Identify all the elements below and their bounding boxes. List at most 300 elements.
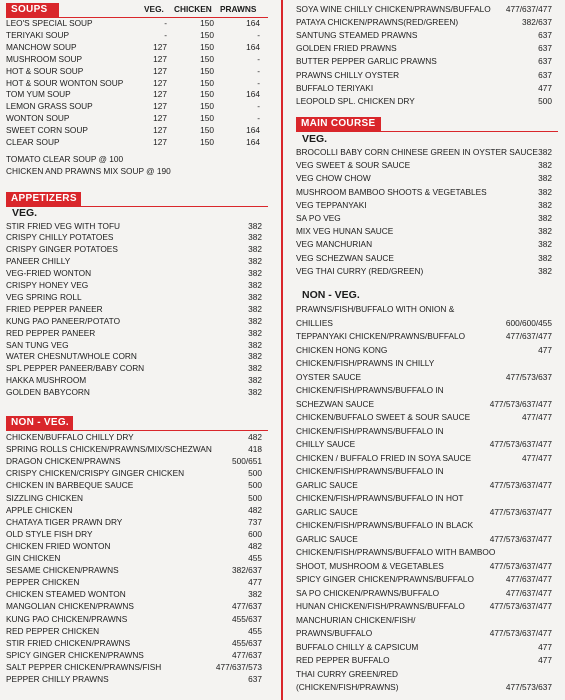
menu-item [296,682,558,693]
item-name: CHICKEN STEAMED WONTON [6,589,126,600]
item-name: BUTTER PEPPER GARLIC PRAWNS [296,56,437,67]
menu-item [296,547,558,558]
item-price: 382 [538,265,552,276]
item-price: 418 [248,444,262,455]
item-price: 477/573/637/477 [489,628,552,638]
item-name: SALT PEPPER CHICKEN/PRAWNS/FISH [6,661,162,672]
item-name: SOYA WINE CHILLY CHICKEN/PRAWNS/BUFFALO [296,4,491,14]
item-name: VEG SPRING ROLL [6,291,82,302]
item-name: VEG-FRIED WONTON [6,268,92,279]
item-price: 500 [538,95,552,106]
menu-item [296,385,558,396]
menu-item [6,565,266,576]
menu-item [6,89,266,100]
item-price: 382 [248,315,262,326]
item-name: CHICKEN IN BARBEQUE SAUCE [6,480,134,491]
menu-item [296,399,558,410]
item-name: MANCHOW SOUP [6,41,77,52]
item-name: STIR FRIED CHICKEN/PRAWNS [6,637,131,648]
item-name: MUSHROOM BAMBOO SHOOTS & VEGETABLES [296,186,487,197]
item-name: SIZZLING CHICKEN [6,492,83,503]
chicken-price: 150 [200,137,214,147]
item-name: GARLIC SAUCE [296,506,358,517]
item-name: PEPPER CHILLY PRAWNS [6,674,109,684]
item-name: SA PO CHICKEN/PRAWNS/BUFFALO [296,587,440,598]
menu-item [6,125,266,136]
menu-item [6,30,266,41]
item-name: CRISPY CHILLY POTATOES [6,232,114,243]
item-price: 477/573/637 [505,682,552,692]
item-name: RED PEPPER BUFFALO [296,655,390,665]
main-course-nonveg-title: NON - VEG. [302,289,360,301]
item-name: STIR FRIED VEG WITH TOFU [6,220,121,231]
item-name: VEG MANCHURIAN [296,239,373,250]
menu-item [296,253,558,264]
menu-item [6,166,266,177]
menu-item [296,345,558,356]
menu-item [296,453,558,464]
chicken-price: 150 [200,18,214,28]
item-price: 477/477 [522,452,552,463]
chicken-price: 150 [200,77,214,88]
item-price: 477/573/637/477 [489,506,552,517]
item-name: CHICKEN/FISH/PRAWNS/BUFFALO IN [296,425,444,436]
menu-item [296,318,558,329]
menu-item [6,387,266,398]
menu-item [296,574,558,585]
item-price: 477 [538,655,552,665]
soups-heading: SOUPS [6,3,59,17]
veg-price: 127 [153,41,167,52]
nonveg-rule [6,430,268,431]
item-name: THAI CURRY GREEN/RED [296,668,399,679]
menu-item [6,553,266,564]
item-name: MIX VEG HUNAN SAUCE [296,226,394,237]
item-name: GOLDEN BABYCORN [6,387,90,398]
prawns-price: 164 [246,89,260,100]
item-price: 482 [248,432,262,442]
item-price: 382/637 [522,17,552,28]
veg-price: 127 [153,137,167,147]
item-price: 382 [248,339,262,350]
menu-item [296,642,558,653]
menu-item [6,101,266,112]
item-price: 382 [248,375,262,386]
menu-item [296,615,558,626]
item-price: 382 [248,220,262,231]
appetizers-heading: APPETIZERS [6,192,81,206]
item-name: TEPPANYAKI CHICKEN/PRAWNS/BUFFALO [296,331,466,341]
menu-item [6,18,266,29]
menu-item [6,589,266,600]
item-price: 637 [248,674,262,684]
item-price: 382 [248,244,262,255]
item-price: 500 [248,468,262,479]
menu-item [296,588,558,599]
menu-item [6,601,266,612]
item-price: 500 [248,480,262,491]
item-price: 500/651 [232,456,262,467]
menu-item [296,226,558,237]
item-name: CHICKEN/FISH/PRAWNS IN CHILLY [296,358,435,368]
menu-item [6,363,266,374]
prawns-price: 164 [246,137,260,147]
item-name: CHICKEN/FISH/PRAWNS/BUFFALO IN [296,466,444,476]
menu-item [296,358,558,369]
item-name: LEO'S SPECIAL SOUP [6,18,93,28]
item-name: SANTUNG STEAMED PRAWNS [296,30,418,41]
item-name: RED PEPPER CHICKEN [6,625,100,636]
item-name: SPRING ROLLS CHICKEN/PRAWNS/MIX/SCHEZWAN [6,444,212,455]
menu-item [6,493,266,504]
main-course-veg-title: VEG. [302,133,328,145]
item-name: LEMON GRASS SOUP [6,101,93,112]
menu-item [6,577,266,588]
menu-item [6,328,266,339]
menu-item [296,160,558,171]
item-name: MANCHURIAN CHICKEN/FISH/ [296,614,416,625]
item-price: 382 [538,252,552,263]
item-name: CHICKEN/FISH/PRAWNS/BUFFALO IN [296,385,444,395]
menu-item [296,372,558,383]
item-price: 477/573/637/477 [489,560,552,571]
menu-item [296,173,558,184]
veg-price: 127 [153,125,167,136]
chicken-price: 150 [200,125,214,136]
chicken-price: 150 [200,41,214,52]
veg-price: 127 [153,113,167,124]
chicken-price: 150 [200,29,214,40]
menu-item [296,200,558,211]
appetizers-veg-title: VEG. [12,207,38,219]
item-name: PATAYA CHICKEN/PRAWNS(RED/GREEN) [296,17,459,28]
veg-price: 127 [153,89,167,100]
item-price: 382 [248,387,262,398]
prawns-price: - [257,77,260,88]
item-price: 477 [538,82,552,93]
item-name: PEPPER CHICKEN [6,577,80,588]
menu-item [296,628,558,639]
menu-item [6,351,266,362]
prawns-price: - [257,101,260,112]
chicken-price: 150 [200,101,214,112]
item-name: KUNG PAO CHICKEN/PRAWNS [6,613,128,624]
menu-item [296,147,558,158]
item-price: 382 [248,303,262,314]
item-name: SA PO VEG [296,213,341,223]
item-name: HAKKA MUSHROOM [6,375,87,386]
menu-item [6,256,266,267]
item-name: HOT & SOUR SOUP [6,65,84,76]
item-name: CHICKEN/FISH/PRAWNS/BUFFALO WITH BAMBOO [296,547,496,557]
item-price: 482 [248,540,262,551]
item-name: CHICKEN / BUFFALO FRIED IN SOYA SAUCE [296,452,472,463]
menu-item [6,113,266,124]
prawns-price: 164 [246,41,260,52]
item-price: 382 [538,147,552,157]
veg-price: 127 [153,53,167,64]
item-name: SAN TUNG VEG [6,339,69,350]
menu-item [296,561,558,572]
item-name: SCHEZWAN SAUCE [296,398,375,409]
item-name: BUFFALO CHILLY & CAPSICUM [296,641,419,652]
menu-item [296,534,558,545]
menu-item [6,292,266,303]
item-name: BROCOLLI BABY CORN CHINESE GREEN IN OYSTER SAUCE [296,147,538,157]
item-price: 477/573/637/477 [489,439,552,449]
item-price: 382 [248,256,262,267]
item-name: CHICKEN FRIED WONTON [6,540,111,551]
menu-item [296,426,558,437]
item-price: 382 [248,589,262,600]
menu-item [6,304,266,315]
item-price: 382 [538,173,552,184]
item-name: PRAWNS/BUFFALO [296,628,373,638]
item-name: CRISPY HONEY VEG [6,280,89,290]
menu-item [6,137,266,148]
item-price: 477/573/637/477 [489,601,552,611]
item-price: 477/477 [522,412,552,422]
menu-item [296,4,558,15]
item-price: 477/573/637/477 [489,479,552,490]
item-price: 477/573/637/477 [489,533,552,544]
item-name: CRISPY GINGER POTATOES [6,244,118,255]
item-price: 455 [248,625,262,636]
chicken-price: 150 [200,89,214,100]
menu-item [6,468,266,479]
menu-item [6,541,266,552]
item-price: 455 [248,553,262,563]
menu-item [6,517,266,528]
veg-price: 127 [153,77,167,88]
menu-item [296,30,558,41]
item-price: 637 [538,30,552,41]
item-name: CHATAYA TIGER PRAWN DRY [6,516,123,527]
menu-item [296,70,558,81]
menu-item [296,412,558,423]
item-name: SPICY GINGER CHICKEN/PRAWNS/BUFFALO [296,574,474,584]
item-price: 600 [248,528,262,539]
item-name: PANEER CHILLY [6,256,71,267]
item-name: SHOOT, MUSHROOM & VEGETABLES [296,560,444,571]
item-name: TOM YUM SOUP [6,89,71,100]
menu-item [6,638,266,649]
item-price: 477/573/637/477 [489,398,552,409]
item-price: 477 [248,577,262,588]
item-price: 382 [248,232,262,243]
veg-price: - [164,18,167,28]
menu-item [6,375,266,386]
extra-item-text: TOMATO CLEAR SOUP @ 100 [6,154,124,164]
item-price: 477/637/477 [505,574,552,584]
item-name: SPICY GINGER CHICKEN/PRAWNS [6,649,144,660]
item-name: VEG TEPPANYAKI [296,199,367,210]
item-price: 477/637/477 [505,4,552,14]
item-price: 455/637 [232,637,262,648]
item-name: CLEAR SOUP [6,137,60,147]
menu-item [6,42,266,53]
item-name: CHICKEN/FISH/PRAWNS/BUFFALO IN BLACK [296,520,474,530]
menu-item [6,280,266,291]
item-name: WONTON SOUP [6,113,70,124]
menu-item [296,304,558,315]
item-price: 382 [248,291,262,302]
item-name: APPLE CHICKEN [6,504,73,515]
item-price: 477/637/477 [505,331,552,341]
menu-item [296,669,558,680]
item-name: SWEET CORN SOUP [6,125,88,136]
menu-item [6,432,266,443]
item-name: DRAGON CHICKEN/PRAWNS [6,456,121,467]
item-name: VEG SWEET & SOUR SAUCE [296,160,411,171]
item-price: 482 [248,504,262,515]
item-name: HOT & SOUR WONTON SOUP [6,77,124,88]
prawns-price: 164 [246,18,260,28]
menu-item [296,96,558,107]
item-name: GIN CHICKEN [6,553,61,563]
menu-item [296,331,558,342]
item-price: 382 [538,213,552,223]
item-price: 477 [538,641,552,652]
item-name: VEG SCHEZWAN SAUCE [296,252,394,263]
veg-price: 127 [153,65,167,76]
item-name: HUNAN CHICKEN/FISH/PRAWNS/BUFFALO [296,601,465,611]
menu-item [6,626,266,637]
item-price: 382 [248,268,262,279]
item-name: LEOPOLD SPL. CHICKEN DRY [296,95,415,106]
menu-item [6,268,266,279]
menu-item [296,439,558,450]
menu-item [6,444,266,455]
chicken-price: 150 [200,113,214,124]
item-price: 382 [248,363,262,374]
menu-item [6,66,266,77]
menu-item [6,650,266,661]
item-name: FRIED PEPPER PANEER [6,303,103,314]
column-divider [281,0,283,700]
menu-item [296,239,558,250]
chicken-header: CHICKEN [174,4,212,14]
menu-item [296,17,558,28]
item-name: VEG THAI CURRY (RED/GREEN) [296,265,424,276]
veg-header: VEG. [144,4,164,14]
item-name: CHICKEN/BUFFALO SWEET & SOUR SAUCE [296,412,471,422]
item-name: CHILLY SAUCE [296,439,356,449]
item-price: 637 [538,69,552,80]
item-price: 455/637 [232,613,262,624]
main-course-rule [296,131,558,132]
menu-item [296,213,558,224]
prawns-header: PRAWNS [220,4,257,14]
chicken-price: 150 [200,53,214,64]
item-name: RED PEPPER PANEER [6,327,96,338]
item-name: SESAME CHICKEN/PRAWNS [6,565,119,576]
item-price: 477/637/573 [215,661,262,672]
prawns-price: 164 [246,125,260,136]
item-name: PRAWNS/FISH/BUFFALO WITH ONION & [296,304,455,314]
menu-item [6,529,266,540]
menu-item [6,154,266,165]
item-price: 477/637 [232,601,262,612]
menu-item [6,221,266,232]
item-price: 600/600/455 [505,317,552,328]
veg-price: 127 [153,101,167,112]
menu-item [296,56,558,67]
item-price: 637 [538,43,552,54]
menu-item [6,340,266,351]
item-name: CHICKEN/BUFFALO CHILLY DRY [6,432,134,442]
veg-price: - [164,29,167,40]
prawns-price: - [257,113,260,124]
item-price: 637 [538,56,552,67]
item-price: 382/637 [232,565,262,576]
menu-item [296,43,558,54]
appetizers-nonveg-heading: NON - VEG. [6,416,73,430]
item-name: WATER CHESNUT/WHOLE CORN [6,351,137,362]
item-price: 382 [538,199,552,210]
item-name: TERIYAKI SOUP [6,29,70,40]
item-name: OYSTER SAUCE [296,371,362,382]
menu-item [6,244,266,255]
item-price: 477/637/477 [505,587,552,598]
menu-item [296,493,558,504]
menu-item [6,674,266,685]
item-name: VEG CHOW CHOW [296,173,371,184]
item-name: CHICKEN/FISH/PRAWNS/BUFFALO IN HOT [296,493,464,503]
item-price: 382 [248,280,262,290]
item-price: 382 [538,186,552,197]
menu-item [6,614,266,625]
menu-item [6,54,266,65]
menu-item [6,480,266,491]
item-price: 382 [248,351,262,362]
prawns-price: - [257,29,260,40]
main-course-heading: MAIN COURSE [296,117,381,131]
item-name: PRAWNS CHILLY OYSTER [296,69,400,80]
item-name: CHILLIES [296,317,333,328]
item-name: OLD STYLE FISH DRY [6,528,93,539]
menu-item [296,466,558,477]
item-name: SPL PEPPER PANEER/BABY CORN [6,363,145,374]
menu-item [6,78,266,89]
prawns-price: - [257,65,260,76]
appetizers-rule [6,206,268,207]
menu-item [296,520,558,531]
item-name: CRISPY CHICKEN/CRISPY GINGER CHICKEN [6,468,185,479]
item-name: GARLIC SAUCE [296,479,358,490]
item-price: 477/637 [232,649,262,660]
item-price: 382 [538,239,552,250]
item-name: BUFFALO TERIYAKI [296,82,374,93]
item-name: (CHICKEN/FISH/PRAWNS) [296,682,399,692]
menu-item [6,505,266,516]
item-price: 737 [248,516,262,527]
item-price: 477/573/637 [505,371,552,382]
menu-item [296,507,558,518]
menu-item [6,232,266,243]
menu-item [6,662,266,673]
item-name: GOLDEN FRIED PRAWNS [296,43,397,54]
item-price: 500 [248,492,262,503]
item-name: KUNG PAO PANEER/POTATO [6,315,121,326]
item-name: MUSHROOM SOUP [6,53,83,64]
item-name: MANGOLIAN CHICKEN/PRAWNS [6,601,134,612]
extra-item-text: CHICKEN AND PRAWNS MIX SOUP @ 190 [6,165,171,176]
menu-item [296,83,558,94]
item-name: GARLIC SAUCE [296,533,358,544]
item-name: CHICKEN HONG KONG [296,344,388,355]
prawns-price: - [257,53,260,64]
